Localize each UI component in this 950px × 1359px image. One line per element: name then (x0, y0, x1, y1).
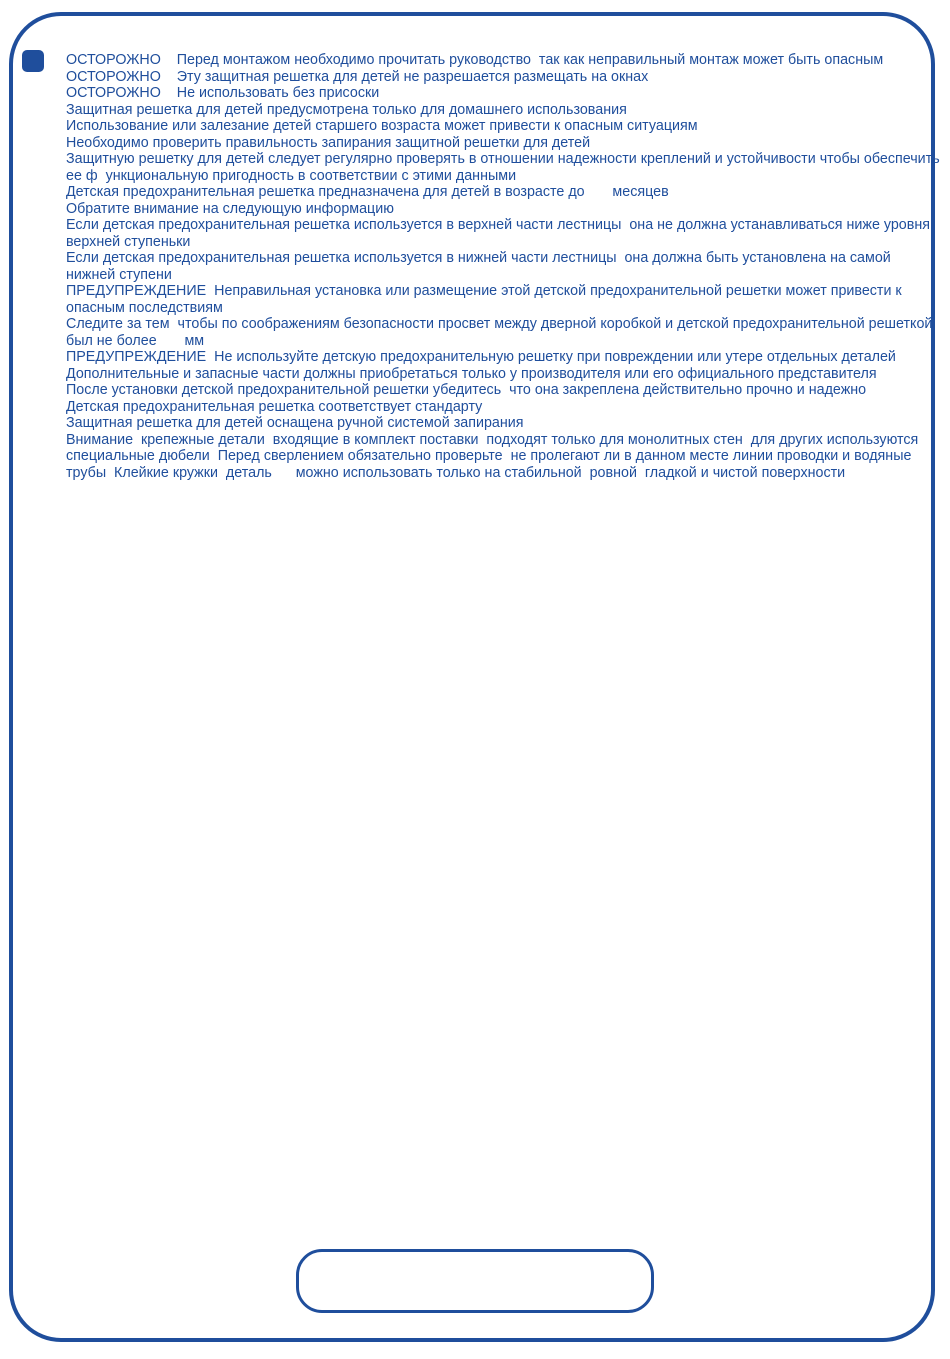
instruction-line: ПРЕДУПРЕЖДЕНИЕ Не используйте детскую предохранительную решетку при повреждении или утере отдельных деталей (66, 349, 896, 365)
instruction-line: Обратите внимание на следующую информацию (66, 200, 394, 217)
instruction-line: ОСТОРОЖНО Не использовать без присоски (66, 85, 380, 101)
footer-box (296, 1249, 654, 1313)
instruction-line: Если детская предохранительная решетка используется в нижней части лестницы она должна быть установлена на самой нижней ступени (66, 250, 895, 283)
instruction-line: Необходимо проверить правильность запирания защитной решетки для детей (66, 134, 591, 151)
instruction-line: Защитную решетку для детей следует регулярно проверять в отношении надежности креплений и устойчивости чтобы обеспечить ее ф ункциональную пригодность в соответствии с этими данными (66, 151, 944, 184)
section-marker-icon (22, 50, 44, 72)
instruction-line: Использование или залезание детей старшего возраста может привести к опасным ситуациям (66, 118, 698, 134)
instruction-line: Дополнительные и запасные части должны приобретаться только у производителя или его официального представителя (66, 365, 877, 382)
instruction-line: Защитная решетка для детей предусмотрена только для домашнего использования (66, 101, 627, 118)
instruction-line: Детская предохранительная решетка предназначена для детей в возрасте до месяцев (66, 184, 669, 200)
instruction-line: После установки детской предохранительной решетки убедитесь что она закреплена действительно прочно и надежно (66, 382, 867, 398)
safety-instructions (66, 52, 942, 481)
instruction-line: Следите за тем чтобы по соображениям безопасности просвет между дверной коробкой и детской предохранительной решеткой был не более мм (66, 316, 937, 349)
instruction-line: Детская предохранительная решетка соответствует стандарту (66, 398, 483, 415)
instruction-line: ОСТОРОЖНО Перед монтажом необходимо прочитать руководство так как неправильный монтаж может быть опасным (66, 52, 884, 68)
instruction-line: ОСТОРОЖНО Эту защитная решетка для детей не разрешается размещать на окнах (66, 68, 649, 85)
instruction-line: Защитная решетка для детей оснащена ручной системой запирания (66, 415, 524, 431)
instruction-line: ПРЕДУПРЕЖДЕНИЕ Неправильная установка или размещение этой детской предохранительной решетки может привести к опасным последствиям (66, 283, 906, 316)
instruction-line: Внимание крепежные детали входящие в комплект поставки подходят только для монолитных стен для других используются специальные дюбели Перед сверлением обязательно проверьте не пролегают ли в данном месте линии проводки и водяные трубы Клейкие кружки деталь можно использовать только на стабильной ровной гладкой и чистой поверхности (66, 431, 923, 481)
instruction-line: Если детская предохранительная решетка используется в верхней части лестницы она не должна устанавливаться ниже уровня верхней ступеньки (66, 217, 934, 250)
